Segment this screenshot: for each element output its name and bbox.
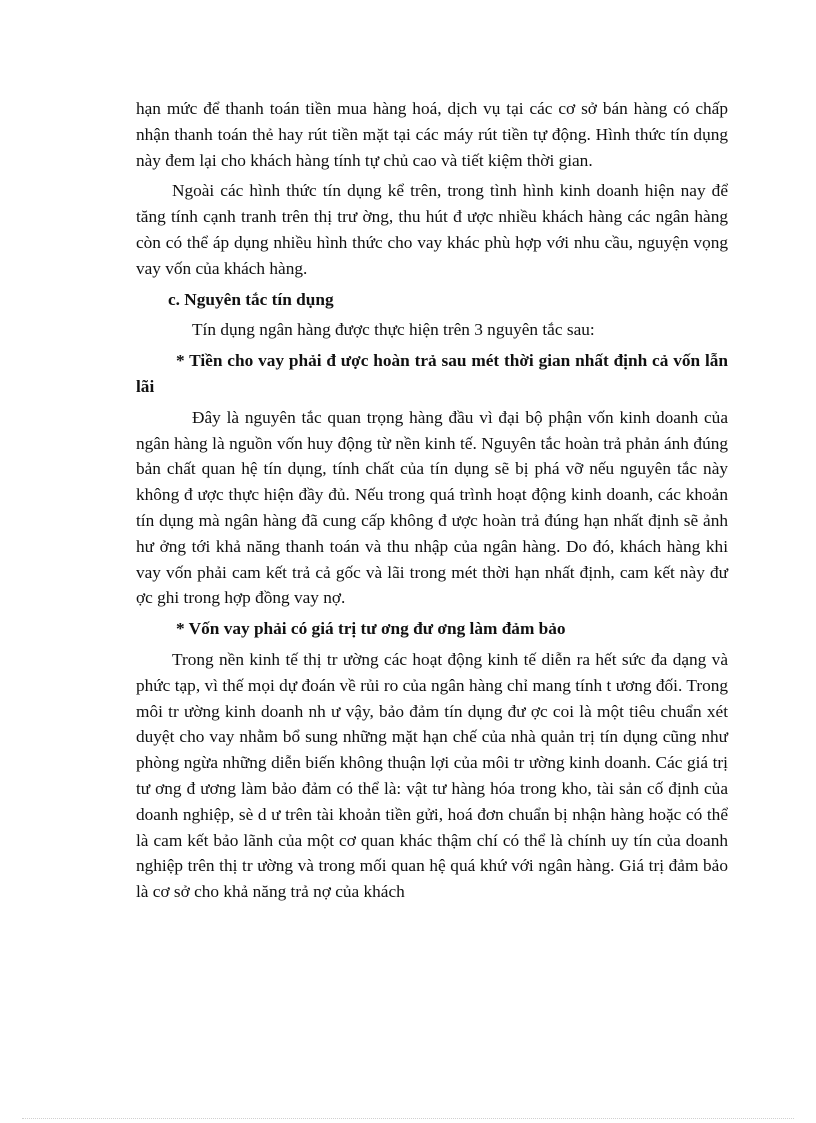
page-bottom-divider bbox=[22, 1118, 794, 1119]
paragraph-card-credit: hạn mức để thanh toán tiền mua hàng hoá, dịch vụ tại các cơ sở bán hàng có chấp nhận thanh toán thẻ hay rút tiền mặt tại các máy rút tiền tự động. Hình thức tín dụng này đem lại cho khách hàng tính tự chủ cao và tiết kiệm thời gian. bbox=[136, 99, 728, 170]
paragraph-repayment: Đây là nguyên tắc quan trọng hàng đầu vì đại bộ phận vốn kinh doanh của ngân hàng là nguồn vốn huy động từ nền kinh tế. Nguyên tắc hoàn trả phản ánh đúng bản chất quan hệ tín dụng, tính chất của tín dụng sẽ bị phá vỡ nếu nguyên tắc này không đ ược thực hiện đầy đủ. Nếu trong quá trình hoạt động kinh doanh, các khoản tín dụng mà ngân hàng đã cung cấp không đ ược hoàn trả đúng hạn nhất định sẽ ảnh hư ởng tới khả năng thanh toán và thu nhập của ngân hàng. Do đó, khách hàng khi vay vốn phải cam kết trả cả gốc và lãi trong mét thời hạn nhất định, cam kết này đư ợc ghi trong hợp đồng vay nợ. bbox=[136, 407, 728, 608]
principle-heading-collateral: * Vốn vay phải có giá trị tư ơng đư ơng làm đảm bảo bbox=[176, 619, 566, 639]
principle-heading-repayment: * Tiền cho vay phải đ ược hoàn trả sau mét thời gian nhất định cả vốn lẫn lãi bbox=[136, 351, 728, 396]
paragraph-other-forms: Ngoài các hình thức tín dụng kể trên, trong tình hình kinh doanh hiện nay để tăng tính cạnh tranh trên thị trư ờng, thu hút đ ược nhiều khách hàng các ngân hàng còn có thể áp dụng nhiều hình thức cho vay khác phù hợp với nhu cầu, nguyện vọng vay vốn của khách hàng. bbox=[136, 181, 728, 278]
section-heading-credit-principles: c. Nguyên tắc tín dụng bbox=[168, 289, 334, 309]
paragraph-three-principles: Tín dụng ngân hàng được thực hiện trên 3 nguyên tắc sau: bbox=[192, 320, 595, 340]
paragraph-collateral: Trong nền kinh tế thị tr ường các hoạt động kinh tế diễn ra hết sức đa dạng và phức tạp, vì thế mọi dự đoán về rủi ro của ngân hàng chỉ mang tính t ương đối. Trong môi tr ường kinh doanh nh ư vậy, bảo đảm tín dụng đư ợc coi là một tiêu chuẩn xét duyệt cho vay nhằm bổ sung những mặt hạn chế của nhà quản trị tín dụng cũng như phòng ngừa những diễn biến không thuận lợi của môi tr ường kinh doanh. Các giá trị tư ơng đ ương làm bảo đảm có thể là: vật tư hàng hóa trong kho, tài sản cố định của doanh nghiệp, sè d ư trên tài khoản tiền gửi, hoá đơn chuẩn bị nhận hàng hoặc có thể là cam kết bảo lãnh của một cơ quan khác thậm chí có thể là chính uy tín của doanh nghiệp trên thị tr ường và trong mối quan hệ quá khứ với ngân hàng. Giá trị đảm bảo là cơ sở cho khả năng trả nợ của khách bbox=[136, 649, 728, 902]
